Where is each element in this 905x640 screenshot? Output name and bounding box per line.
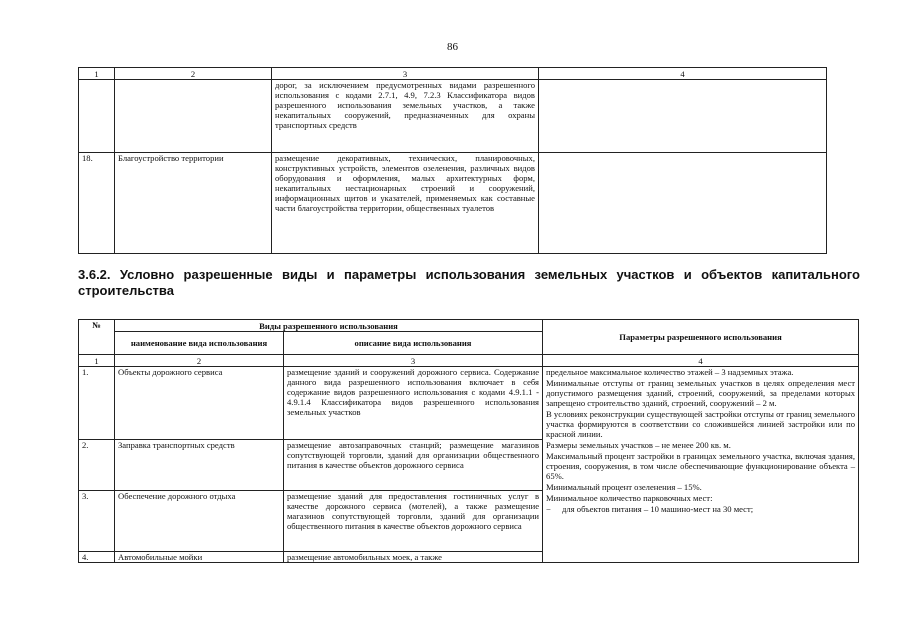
table-row [79,80,827,153]
row-number [79,80,115,153]
use-description: размещение декоративных, технических, планировочных, конструктивных устройств, элементов озеленения, различных видов оборудования и оформления, малых архитектурных форм, некапитальных нестационарных строений и сооружений, информационных щитов и указателей, применяемых как составные части благоустройства территории, общественных туалетов [272,153,539,254]
use-description: дорог, за исключением предусмотренных видами разрешенного использования с кодами 2.7.1, 4.9, 7.2.3 Классификатора видов разрешенного использования земельных участков, а также некапитальных сооружений, предназначенных для охраны транспортных средств [272,80,539,153]
use-description: размещение зданий для предоставления гостиничных услуг в качестве дорожного сервиса (мотелей), а также размещение магазинов сопутствующей торговли, зданий для организации общественного питания в качестве объектов дорожного сервиса [284,491,543,552]
parameter-paragraph: Минимальный процент озеленения – 15%. [546,482,702,492]
page-number: 86 [447,41,458,53]
parameter-paragraph: предельное максимальное количество этажей – 3 надземных этажа. [546,367,794,377]
section-heading: 3.6.2. Условно разрешенные виды и параметры использования земельных участков и объектов капитального строительства [78,267,860,298]
use-description: размещение автомобильных моек, а также [284,552,543,563]
header-parameters: Параметры разрешенного использования [543,320,859,355]
row-number: 2. [79,440,115,491]
table-row [79,153,827,254]
use-name: Обеспечение дорожного отдыха [115,491,284,552]
parameter-list-item [546,504,855,514]
row-number: 1. [79,367,115,440]
column-number: 2 [115,355,284,367]
header-use-description: описание вида использования [284,332,543,355]
header-use-name: наименование вида использования [115,332,284,355]
column-number-row [79,355,859,367]
use-parameters [539,80,827,153]
header-row [79,320,859,332]
conditionally-permitted-uses-table [78,319,859,563]
row-number: 18. [79,153,115,254]
list-dash: − [546,504,551,514]
column-number: 1 [79,355,115,367]
use-name [115,80,272,153]
row-number: 3. [79,491,115,552]
column-number: 1 [79,68,115,80]
parameter-paragraph: Максимальный процент застройки в границах земельного участка, включая здания, строения, сооружения, в том числе обеспечивающие функционирование объекта – 65%. [546,451,856,481]
column-number: 3 [272,68,539,80]
use-description: размещение автозаправочных станций; размещение магазинов сопутствующей торговли, зданий для организации общественного питания в качестве объектов дорожного сервиса [284,440,543,491]
parameter-paragraph: Размеры земельных участков – не менее 200 кв. м. [546,440,731,450]
use-name: Благоустройство территории [115,153,272,254]
parameter-paragraph: Минимальное количество парковочных мест: [546,493,713,503]
parameter-paragraph: В условиях реконструкции существующей застройки отступы от границ земельного участка формируются в соответствии со сложившейся линией застройки или по красной линии. [546,409,856,439]
permitted-uses-table-continuation [78,67,827,254]
column-number: 2 [115,68,272,80]
use-parameters [539,153,827,254]
column-number-row [79,68,827,80]
column-number: 4 [539,68,827,80]
use-parameters [543,367,859,563]
use-name: Объекты дорожного сервиса [115,367,284,440]
column-number: 4 [543,355,859,367]
parameter-paragraph: Минимальные отступы от границ земельных участков в целях определения мест допустимого размещения зданий, строений, сооружений, за пределами которых запрещено строительство зданий, строений, сооружений – 2 м. [546,378,856,408]
table-row [79,367,859,440]
header-number: № [79,320,115,355]
header-group: Виды разрешенного использования [115,320,543,332]
list-item-text: для объектов питания – 10 машино-мест на 30 мест; [562,504,754,514]
row-number: 4. [79,552,115,563]
use-name: Автомобильные мойки [115,552,284,563]
use-description: размещение зданий и сооружений дорожного сервиса. Содержание данного вида разрешенного использования включает в себя содержание видов разрешенного использования с кодами 4.9.1.1 - 4.9.1.4 Классификатора видов разрешенного использования земельных участков [284,367,543,440]
column-number: 3 [284,355,543,367]
use-name: Заправка транспортных средств [115,440,284,491]
